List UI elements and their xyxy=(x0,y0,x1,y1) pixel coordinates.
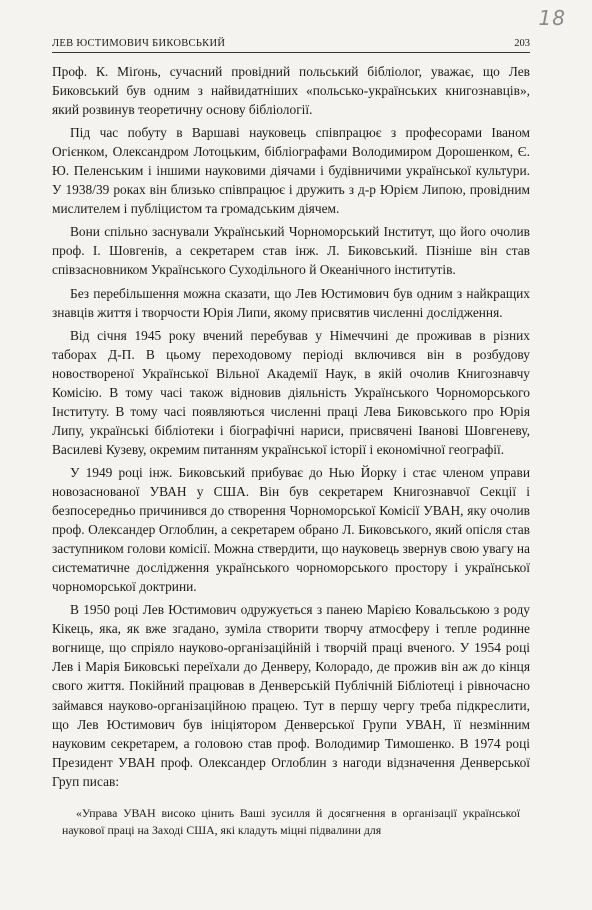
paragraph-5: Від січня 1945 року вчений перебував у Німеччині де проживав в різних таборах Д-П. В цьому переходовому періоді включився він в розбудову новоствореної Української Вільної Академії Наук, в якій очолив Книгознавчу Комісію. В тому часі також відновив діяльність Українського Чорноморського Інституту. В тому часі появляються численні праці Лева Биковського про Юрія Липу, українські бібліотеки і біографічні нариси, присвячені Іванові Шовгеневу, Василеві Кузеву, окремим питанням української історії і економічної географії. xyxy=(52,327,530,457)
paragraph-6: У 1949 році інж. Биковський прибуває до Нью Йорку і стає членом управи новозаснованої УВАН у США. Він був секретарем Книгознавчої Секції і безпосередньо причинився до створення Чорноморської Комісії УВАН, яку очолив проф. Олександер Оглоблин, а секретарем обрано Л. Биковського, який опісля став заступником голови комісії. Можна ствердити, що науковець звернув свою увагу на систематичне дослідження українського чорноморського простору і української чорноморської доктрини. xyxy=(52,464,530,595)
block-quote: «Управа УВАН високо цінить Ваші зусилля й досягнення в організації української наукової праці на Заході США, які кладуть міцні підвалини для xyxy=(62,805,520,837)
paragraph-1: Проф. К. Міґонь, сучасний провідний польський бібліолог, уважає, що Лев Биковський був одним з найвидатніших «польсько-українських книгознавців», який розвинув теоретичну основу бібліології. xyxy=(52,64,530,118)
paragraph-2: Під час побуту в Варшаві науковець співпрацює з професорами Іваном Огієнком, Олександром Лотоцьким, бібліографами Володимиром Дорошенком, Є. Ю. Пеленським і іншими науковими діячами і будівничими української культури. У 1938/39 роках він близько співпрацює і дружить з д-р Юрієм Липою, провідним мислителем і публіцистом та громадським діячем. xyxy=(52,125,530,217)
paragraph-3: Вони спільно заснували Український Чорноморський Інститут, що його очолив проф. І. Шовгенів, а секретарем став інж. Л. Биковський. Пізніше він став співзасновником Українського Суходільного й Океанічного інститутів. xyxy=(52,224,530,278)
page-number: 203 xyxy=(514,38,530,49)
paragraph-4: Без перебільшення можна сказати, що Лев Юстимович був одним з найкращих знавців життя і творчости Юрія Липи, якому присвятив численні дослідження. xyxy=(52,285,530,320)
page-body xyxy=(52,62,530,839)
running-header xyxy=(52,38,530,53)
paragraph-7: В 1950 році Лев Юстимович одружується з панею Марією Ковальською з роду Кікець, яка, як вже згадано, зуміла створити творчу атмосферу і тепле родинне вогнище, що спріяло науково-організаційній і творчій праці вченого. У 1954 році Лев і Марія Биковські переїхали до Денверу, Колорадо, де прожив він аж до кінця свого життя. Покійний працював в Денверській Публічній Бібліотеці і рівночасно займався науково-організаційною працею. Тут в першу чергу треба підкреслити, що Лев Юстимович був ініціятором Денверської Групи УВАН, її незмінним науковим секретарем, а головою став проф. Володимир Тимошенко. В 1974 році Президент УВАН проф. Олександер Оглоблин з нагоди відзначення Денверської Груп писав: xyxy=(52,602,530,789)
running-title: ЛЕВ ЮСТИМОВИЧ БИКОВСЬКИЙ xyxy=(52,38,226,49)
handwritten-page-mark: 18 xyxy=(538,6,566,30)
